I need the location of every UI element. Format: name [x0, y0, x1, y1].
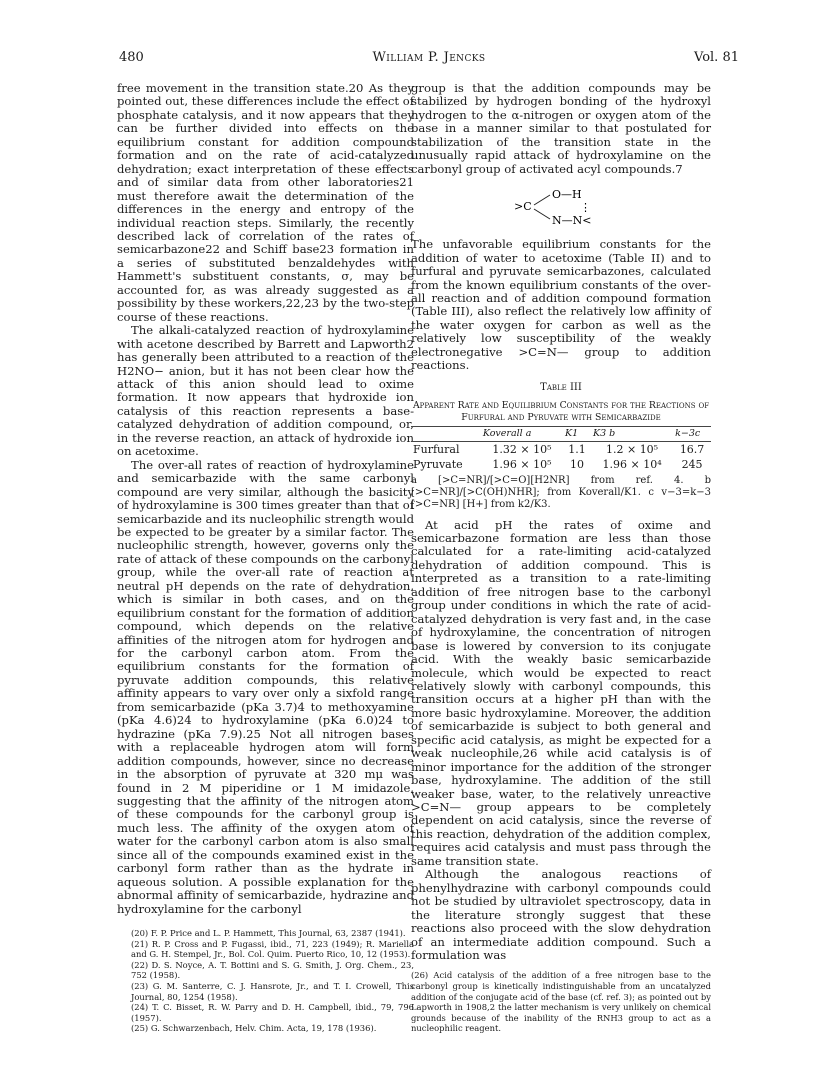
- table-cell: Furfural: [413, 442, 460, 456]
- table-cell: 245: [681, 458, 703, 472]
- footnote: (20) F. P. Price and L. P. Hammett, This Journal, 63, 2387 (1941).: [131, 928, 406, 939]
- running-header: [119, 50, 739, 70]
- footnotes: [117, 928, 414, 1034]
- table-cell: 16.7: [679, 442, 705, 456]
- paragraph: The alkali-catalyzed reaction of hydroxylamine with acetone described by Barrett and Lapworth2 has generally been attributed to a reaction of the H2NO− anion, but it has not been clear how the attack of this anion should lead to oxime formation. It now appears that hydroxide ion catalysis of this reaction represents a base-catalyzed dehydration of addition compound, or, in the reverse reaction, an attack of hydroxide ion on acetoxime.: [117, 323, 414, 459]
- footnote: (23) G. M. Santerre, C. J. Hansrote, Jr., and T. I. Crowell, This Journal, 80, 1254 (1958).: [131, 981, 414, 1002]
- table-cell: 1.2 × 10⁵: [605, 442, 659, 456]
- table-row: [411, 457, 711, 472]
- table-header: Koverall a: [481, 427, 563, 441]
- footnote: (22) D. S. Noyce, A. T. Bottini and S. G. Smith, J. Org. Chem., 23, 752 (1958).: [131, 959, 414, 981]
- table-cell: 10: [569, 458, 584, 472]
- table-label: Table III: [540, 381, 582, 393]
- structure-nitrogen: N—N<: [552, 214, 592, 228]
- hydrogen-bond-structure: [506, 184, 616, 232]
- running-title: William P. Jencks: [372, 50, 486, 65]
- footnote: (25) G. Schwarzenbach, Helv. Chim. Acta, 19, 178 (1936).: [131, 1023, 377, 1034]
- structure-carbon: >C: [514, 200, 532, 214]
- structure-hbond: ⋮: [580, 201, 591, 215]
- table-caption: Apparent Rate and Equilibrium Constants for the Reactions of Furfural and Pyruvate with Semicarbazide: [412, 400, 710, 424]
- table-cell: 1.96 × 10⁴: [602, 458, 662, 472]
- table-header-row: [411, 427, 711, 441]
- paragraph: The over-all rates of reaction of hydroxylamine and semicarbazide with the same carbonyl compound are very similar, although the basicity of hydroxylamine is 300 times greater than that of semicarbazide and its nucleophilic strength would be expected to be greater by a similar factor. The nucleophilic strength, however, governs only the rate of attack of these compounds on the carbonyl group, while the over-all rate of reaction at neutral pH depends on the rate of dehydration, which is similar in both cases, and on the equilibrium constant for the formation of addition compound, which depends on the relative affinities of the nitrogen atom for hydrogen and for the carbonyl carbon atom. From the equilibrium constants for the formation of pyruvate addition compounds, this relative affinity appears to vary over only a sixfold range from semicarbazide (pKa 3.7)4 to methoxyamine (pKa 4.6)24 to hydroxylamine (pKa 6.0)24 to hydrazine (pKa 7.9).25 Not all nitrogen bases with a replaceable hydrogen atom will form addition compounds, however, since no decrease in the absorption of pyruvate at 320 mμ was found in 2 M piperidine or 1 M imidazole, suggesting that the affinity of the nitrogen atom of these compounds for the carbonyl group is much less. The affinity of the oxygen atom of water for the carbonyl carbon atom is also small since all of the compounds examined exist in the carbonyl form rather than as the hydrate in aqueous solution. A possible explanation for the abnormal affinity of semicarbazide, hydrazine and hydroxylamine for the carbonyl: [117, 457, 414, 916]
- paragraph: group is that the addition compounds may be stabilized by hydrogen bonding of the hydroxyl hydrogen to the α-nitrogen or oxygen atom of the base in a manner similar to that postulated for stabilization of the transition state in the unusually rapid attack of hydroxylamine on the carbonyl group of activated acyl compounds.7: [411, 81, 711, 176]
- left-column: [117, 82, 414, 1034]
- table-header: K3 b: [591, 427, 673, 441]
- volume-label: Vol. 81: [694, 50, 739, 65]
- page-number: 480: [119, 50, 144, 65]
- table-header: K1: [563, 427, 591, 441]
- table-cell: 1.1: [568, 442, 586, 456]
- footnote: (26) Acid catalysis of the addition of a free nitrogen base to the carbonyl group is kinetically indistinguishable from an uncatalyzed addition of the conjugate acid of the base (cf. ref. 3); as pointed out by Lapworth in 1908,2 the latter mechanism is very unlikely on chemical grounds because of the inability of the RNH3 group to act as a nucleophilic reagent.: [411, 970, 711, 1034]
- table-cell: 1.96 × 10⁵: [492, 458, 552, 472]
- right-column: [411, 82, 711, 1034]
- paragraph: Although the analogous reactions of phenylhydrazine with carbonyl compounds could not be studied by ultraviolet spectroscopy, data in the literature strongly suggest that these reactions also proceed with the slow dehydration of an intermediate addition compound. Such a formulation was: [411, 867, 711, 963]
- paragraph: The unfavorable equilibrium constants for the addition of water to acetoxime (Table II) and to furfural and pyruvate semicarbazones, calculated from the known equilibrium constants of the over-all reaction and of addition compound formation (Table III), also reflect the relatively low affinity of the water oxygen for carbon as well as the relatively low susceptibility of the weakly electronegative >C=N— group to addition reactions.: [411, 237, 711, 373]
- table-row: [411, 441, 711, 457]
- table-iii: [411, 426, 711, 472]
- table-footnote: a [>C=NR]/[>C=O][H2NR] from ref. 4. b [>C=NR]/[>C(OH)NHR]; from Koverall/K1. c v−3=k−3 [>C=NR] [H+] from k2/K3.: [411, 474, 711, 510]
- table-cell: 1.32 × 10⁵: [492, 442, 552, 456]
- paragraph: free movement in the transition state.20 As they pointed out, these differences include the effect of phosphate catalysis, and it now appears that they can be further divided into effects on the equilibrium constant for addition compound formation and on the rate of acid-catalyzed dehydration; exact interpretation of these effects and of similar data from other laboratories21 must therefore await the determination of the differences in the energy and entropy of the individual reaction steps. Similarly, the recently described lack of correlation of the rates of semicarbazone22 and Schiff base23 formation in a series of substituted benzaldehydes with Hammett's substituent constants, σ, may be accounted for, as was already suggested as a possibility by these workers,22,23 by the two-step course of these reactions.: [117, 81, 414, 324]
- paragraph: At acid pH the rates of oxime and semicarbazone formation are less than those calculated for a rate-limiting acid-catalyzed dehydration of addition compound. This is interpreted as a transition to a rate-limiting addition of free nitrogen base to the carbonyl group under conditions in which the rate of acid-catalyzed dehydration is very fast and, in the case of hydroxylamine, the concentration of nitrogen base is lowered by conversion to its conjugate acid. With the weakly basic semicarbazide molecule, which would be expected to react relatively slowly with carbonyl compounds, this transition occurs at a higher pH than with the more basic hydroxylamine. Moreover, the addition of semicarbazide is subject to both general and specific acid catalysis, as might be expected for a weak nucleophile,26 while acid catalysis is of minor importance for the addition of the stronger base, hydroxylamine. The addition of the still weaker base, water, to the relatively unreactive >C=N— group appears to be completely dependent on acid catalysis, since the reverse of this reaction, dehydration of the addition complex, requires acid catalysis and must pass through the same transition state.: [411, 517, 711, 868]
- table-cell: Pyruvate: [413, 458, 463, 472]
- table-header: [411, 427, 481, 441]
- table-header: k−3c: [673, 427, 711, 441]
- structure-hydroxyl: O—H: [552, 188, 582, 202]
- footnote: (24) T. C. Bisset, R. W. Parry and D. H. Campbell, ibid., 79, 796 (1957).: [131, 1002, 414, 1023]
- footnote: (21) R. P. Cross and P. Fugassi, ibid., 71, 223 (1949); R. Mariella and G. H. Stempel, Jr., Bol. Col. Quim. Puerto Rico, 10, 12 (1953).: [131, 938, 414, 960]
